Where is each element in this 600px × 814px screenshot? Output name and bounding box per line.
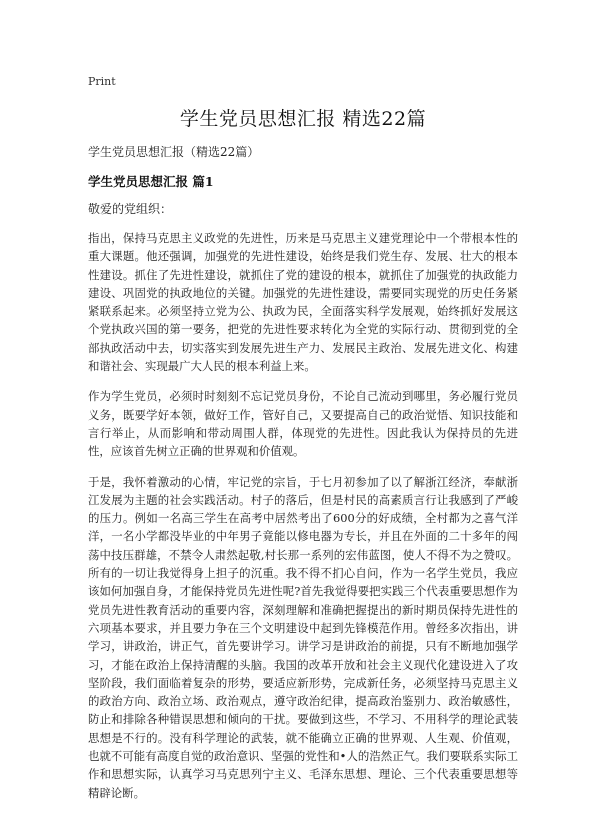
paragraph-3: 于是，我怀着激动的心情，牢记党的宗旨，于七月初参加了以了解浙江经济，奉献浙江发展为主题的社会实践活动。村子的落后，但是村民的高素质言行让我感到了严峻的压力。例如一名高三学生在高考中居然考出了600分的好成绩，全村都为之喜气洋洋，一名小学都没毕业的中年男子竟能以修电器为专长，并且在外面的二十多年的闯荡中技压群雄，不禁令人肃然起敬,村长那一系列的宏伟蓝图，使人不得不为之赞叹。所有的一切让我觉得身上担子的沉重。我不得不扪心自问，作为一名学生党员，我应该如何加强自身，才能保持党员先进性呢?首先我觉得要把实践三个代表重要思想作为党员先进性教育活动的重要内容，深刻理解和准确把握提出的新时期员保持先进性的六项基本要求，并且要力争在三个文明建设中起到先锋模范作用。曾经多次指出，讲学习，讲政治，讲正气，首先要讲学习。讲学习是讲政治的前提，只有不断地加强学习，才能在政治上保持清醒的头脑。我国的改革开放和社会主义现代化建设进入了攻坚阶段，我们面临着复杂的形势，要适应新形势，完成新任务，必须坚持马克思主义的政治方向、政治立场、政治观点，遵守政治纪律，提高政治鉴别力、政治敏感性，防止和排除各种错误思想和倾向的干扰。要做到这些，不学习、不用科学的理论武装思想是不行的。没有科学理论的武装，就不能确立正确的世界观、人生观、价值观，也就不可能有高度自觉的政治意识、坚强的党性和•人的浩然正气。我们要联系实际工作和思想实际，认真学习马克思列宁主义、毛泽东思想、理论、三个代表重要思想等精辟论断。 bbox=[88, 474, 518, 800]
paragraph-1: 指出，保持马克思主义政党的先进性，历来是马克思主义建党理论中一个带根本性的重大课题。他还强调，加强党的先进性建设，始终是我们党生存、发展、壮大的根本性建设。抓住了先进性建设，就抓住了党的建设的根本，就抓住了加强党的执政能力建设、巩固党的执政地位的关键。加强党的先进性建设，需要同实现党的历史任务紧紧联系起来。必须坚持立党为公、执政为民，全面落实科学发展观，始终抓好发展这个党执政兴国的第一要务，把党的先进性要求转化为全党的实际行动、贯彻到党的全部执政活动中去，切实落实到发展先进生产力、发展民主政治、发展先进文化、构建和谐社会、实现最广大人民的根本利益上来。 bbox=[88, 231, 518, 374]
section-heading: 学生党员思想汇报 篇1 bbox=[88, 174, 214, 189]
print-link[interactable]: Print bbox=[88, 75, 116, 88]
greeting: 敬爱的党组织： bbox=[88, 202, 173, 216]
document-subtitle: 学生党员思想汇报（精选22篇） bbox=[88, 145, 260, 159]
paragraph-2: 作为学生党员，必须时时刻刻不忘记党员身份，不论自己流动到哪里，务必履行党员义务，既要学好本领，做好工作，管好自己，又要提高自己的政治觉悟、知识技能和言行举止，从而影响和带动周围人群，体现党的先进性。因此我认为保持员的先进性，应该首先树立正确的世界观和价值观。 bbox=[88, 389, 518, 459]
document-title: 学生党员思想汇报 精选22篇 bbox=[179, 108, 427, 130]
document-page bbox=[88, 70, 518, 814]
